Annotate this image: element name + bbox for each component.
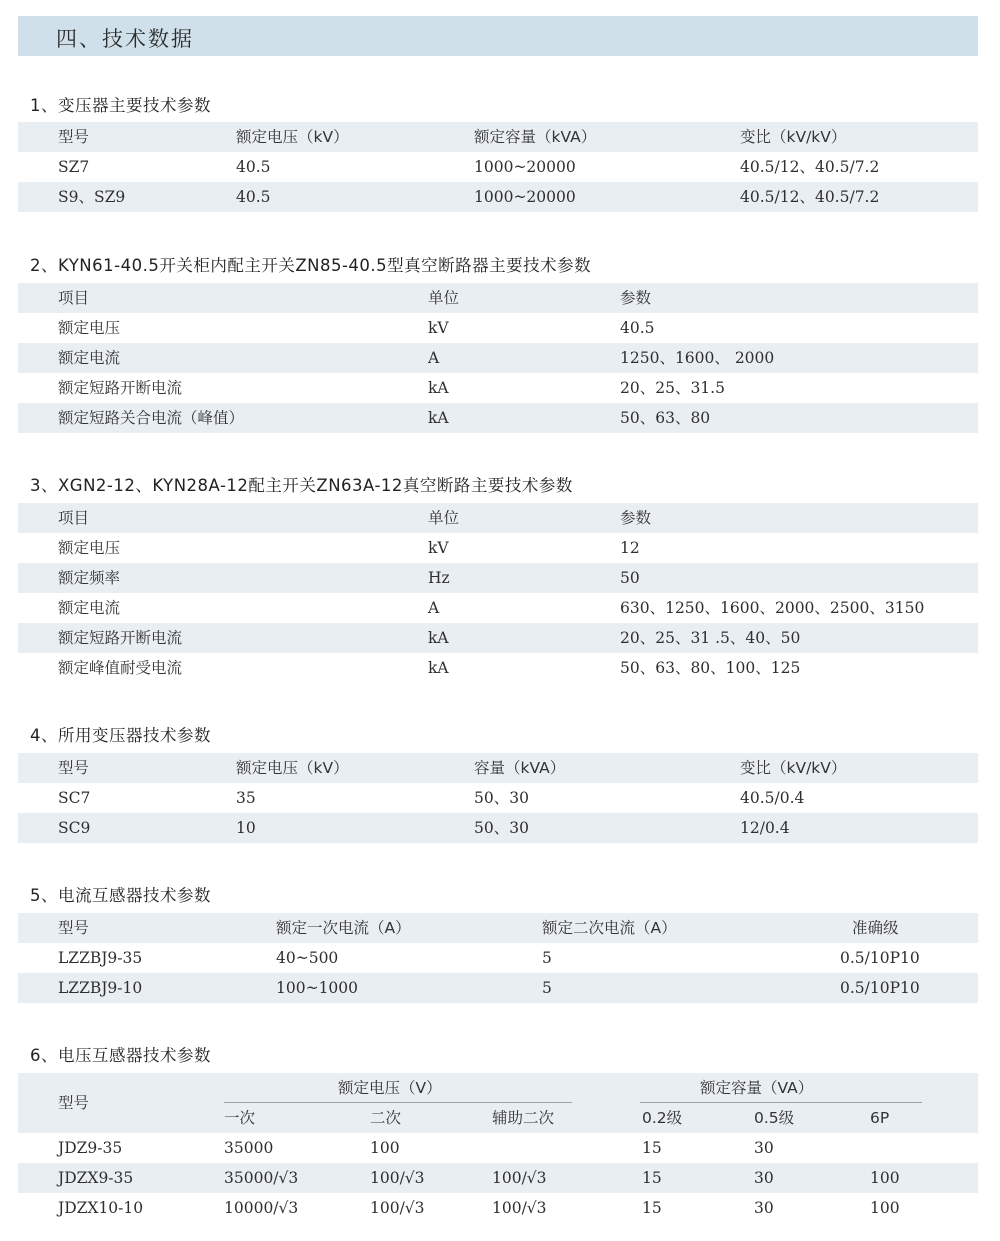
table-row	[18, 1133, 978, 1163]
table-cell: 额定峰值耐受电流	[58, 659, 183, 677]
table-cell: kA	[428, 629, 449, 647]
table-cell: 10	[236, 819, 256, 837]
table-cell: 1000~20000	[474, 188, 576, 206]
table-cell: 40.5/12、40.5/7.2	[740, 158, 880, 176]
table-cell: 100	[870, 1169, 900, 1187]
table-row	[18, 623, 978, 653]
table-cell: 0.5/10P10	[840, 949, 920, 967]
header-cell-model: 型号	[58, 1094, 90, 1112]
section-title: 四、技术数据	[56, 27, 194, 51]
header-cell: 额定电压（kV）	[236, 759, 349, 777]
table-cell: JDZX9-35	[58, 1169, 134, 1187]
table-cell: kV	[428, 319, 449, 337]
table-cell: 40.5	[620, 319, 655, 337]
table-cell: 40.5	[236, 158, 271, 176]
table-cell: LZZBJ9-10	[58, 979, 143, 997]
table-cell: 12	[620, 539, 640, 557]
table-cell: SC7	[58, 789, 91, 807]
aux-transformer-table	[18, 753, 978, 843]
table-cell: 30	[754, 1169, 774, 1187]
header-cell: 单位	[428, 289, 460, 307]
table-cell: 1250、1600、 2000	[620, 349, 775, 367]
header-cell: 额定二次电流（A）	[542, 919, 677, 937]
table-cell: A	[428, 599, 440, 617]
table-cell: 50、30	[474, 819, 529, 837]
table-cell: 40.5/0.4	[740, 789, 805, 807]
section-1-title: 1、变压器主要技术参数	[30, 96, 211, 115]
header-cell: 变比（kV/kV）	[740, 759, 847, 777]
table-cell: 40~500	[276, 949, 339, 967]
header-cell: 额定电压（kV）	[236, 128, 349, 146]
table-row	[18, 593, 978, 623]
section-banner	[18, 16, 978, 56]
table-row	[18, 403, 978, 433]
table-cell: 100	[870, 1199, 900, 1217]
table-cell: 35	[236, 789, 256, 807]
section-5-title: 5、电流互感器技术参数	[30, 886, 211, 905]
table-cell: 额定电压	[58, 319, 121, 337]
table-cell: 40.5	[236, 188, 271, 206]
table-row	[18, 182, 978, 212]
table-cell: 100	[370, 1139, 400, 1157]
breaker-12-table	[18, 503, 978, 683]
table-cell: 40.5/12、40.5/7.2	[740, 188, 880, 206]
header-cell: 变比（kV/kV）	[740, 128, 847, 146]
table-row	[18, 373, 978, 403]
table-cell: Hz	[428, 569, 450, 587]
section-6-title: 6、电压互感器技术参数	[30, 1046, 211, 1065]
table-cell: kA	[428, 379, 449, 397]
table-cell: 50、30	[474, 789, 529, 807]
table-cell: 0.5/10P10	[840, 979, 920, 997]
table-cell: 15	[642, 1169, 662, 1187]
header-cell: 参数	[620, 509, 652, 527]
table-cell: 100~1000	[276, 979, 359, 997]
table-cell: LZZBJ9-35	[58, 949, 143, 967]
table-row	[18, 533, 978, 563]
table-cell: 5	[542, 949, 552, 967]
subheader-cell: 辅助二次	[492, 1109, 555, 1127]
subheader-cell: 0.5级	[754, 1109, 795, 1127]
table-cell: 20、25、31.5	[620, 379, 725, 397]
table-cell: 100/√3	[492, 1199, 547, 1217]
table-cell: 额定电流	[58, 599, 121, 617]
subheader-cell: 6P	[870, 1109, 890, 1127]
table-header-row	[18, 913, 978, 943]
table-cell: 30	[754, 1139, 774, 1157]
table-cell: 1000~20000	[474, 158, 576, 176]
table-cell: 12/0.4	[740, 819, 790, 837]
table-row	[18, 973, 978, 1003]
table-cell: SC9	[58, 819, 91, 837]
table-cell: kA	[428, 659, 449, 677]
table-cell: 额定短路开断电流	[58, 379, 183, 397]
table-cell: S9、SZ9	[58, 188, 126, 206]
section-2-title: 2、KYN61-40.5开关柜内配主开关ZN85-40.5型真空断路器主要技术参数	[30, 256, 592, 275]
table-cell: 额定电流	[58, 349, 121, 367]
table-cell: 50、63、80、100、125	[620, 659, 801, 677]
table-row	[18, 813, 978, 843]
header-cell: 准确级	[852, 919, 899, 937]
table-cell: 15	[642, 1199, 662, 1217]
header-group-voltage: 额定电压（V）	[338, 1079, 442, 1097]
header-cell: 型号	[58, 919, 90, 937]
table-cell: 100/√3	[370, 1169, 425, 1187]
table-cell: 5	[542, 979, 552, 997]
table-cell: 15	[642, 1139, 662, 1157]
table-cell: 50	[620, 569, 640, 587]
voltage-transformer-table	[18, 1073, 978, 1223]
table-header-row	[18, 283, 978, 313]
table-header-row	[18, 122, 978, 152]
table-cell: 100/√3	[492, 1169, 547, 1187]
header-cell: 型号	[58, 128, 90, 146]
header-cell: 项目	[58, 509, 90, 527]
table-row	[18, 343, 978, 373]
breaker-40-table	[18, 283, 978, 433]
table-row	[18, 313, 978, 343]
header-group-capacity: 额定容量（VA）	[700, 1079, 814, 1097]
table-cell: 20、25、31 .5、40、50	[620, 629, 801, 647]
section-4-title: 4、所用变压器技术参数	[30, 726, 211, 745]
table-cell: 额定短路开断电流	[58, 629, 183, 647]
header-cell: 项目	[58, 289, 90, 307]
table-cell: 50、63、80	[620, 409, 711, 427]
table-cell: JDZX10-10	[58, 1199, 144, 1217]
subheader-cell: 0.2级	[642, 1109, 683, 1127]
table-cell: 35000	[224, 1139, 274, 1157]
header-cell: 额定一次电流（A）	[276, 919, 411, 937]
header-cell: 单位	[428, 509, 460, 527]
table-cell: kV	[428, 539, 449, 557]
header-cell: 额定容量（kVA）	[474, 128, 597, 146]
table-row	[18, 943, 978, 973]
table-cell: 10000/√3	[224, 1199, 299, 1217]
table-cell: 35000/√3	[224, 1169, 299, 1187]
table-cell: 额定短路关合电流（峰值）	[58, 409, 245, 427]
table-header-row	[18, 503, 978, 533]
table-cell: 30	[754, 1199, 774, 1217]
table-cell: 100/√3	[370, 1199, 425, 1217]
table-row	[18, 1193, 978, 1223]
table-row	[18, 1163, 978, 1193]
header-cell: 容量（kVA）	[474, 759, 566, 777]
table-cell: 额定频率	[58, 569, 121, 587]
table-row	[18, 563, 978, 593]
table-cell: A	[428, 349, 440, 367]
table-cell: SZ7	[58, 158, 90, 176]
header-cell: 参数	[620, 289, 652, 307]
subheader-cell: 二次	[370, 1109, 402, 1127]
section-3-title: 3、XGN2-12、KYN28A-12配主开关ZN63A-12真空断路主要技术参数	[30, 476, 573, 495]
table-cell: JDZ9-35	[58, 1139, 123, 1157]
table-cell: kA	[428, 409, 449, 427]
table-row	[18, 653, 978, 683]
transformer-table	[18, 122, 978, 212]
header-cell: 型号	[58, 759, 90, 777]
subheader-cell: 一次	[224, 1109, 256, 1127]
table-row	[18, 783, 978, 813]
current-transformer-table	[18, 913, 978, 1003]
table-row	[18, 152, 978, 182]
table-cell: 630、1250、1600、2000、2500、3150	[620, 599, 925, 617]
table-cell: 额定电压	[58, 539, 121, 557]
table-header-row	[18, 753, 978, 783]
